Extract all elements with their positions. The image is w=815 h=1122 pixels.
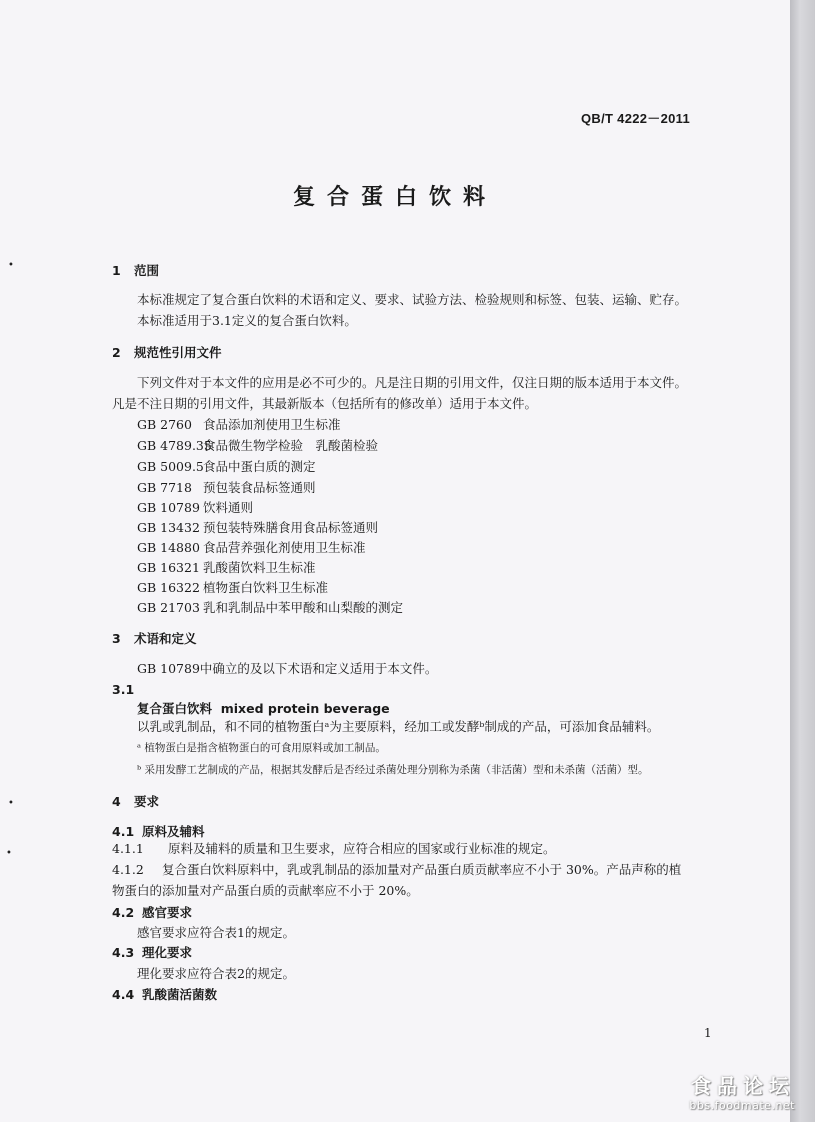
- scan-speck: •: [8, 260, 14, 271]
- ref-title: 食品中蛋白质的测定: [203, 459, 316, 474]
- subsection-4-2-heading: [112, 905, 192, 921]
- paragraph: 理化要求应符合表2的规定。: [137, 966, 295, 981]
- ref-code: GB 2760: [137, 417, 192, 432]
- reference-item: [137, 480, 316, 496]
- term-definition: 以乳或乳制品，和不同的植物蛋白ᵃ为主要原料，经加工或发酵ᵇ制成的产品，可添加食品辅料。: [137, 719, 660, 734]
- subsection-number: 4.4: [112, 987, 135, 1002]
- clause-4-1-2: [112, 862, 681, 878]
- ref-code: GB 7718: [137, 480, 192, 495]
- ref-title: 植物蛋白饮料卫生标准: [203, 580, 329, 595]
- reference-item: [137, 520, 378, 536]
- term-chinese: 复合蛋白饮料: [137, 701, 213, 716]
- subsection-number: 3.1: [112, 682, 135, 697]
- reference-item: [137, 500, 253, 516]
- section-number: 2: [112, 345, 121, 360]
- paragraph: GB 10789中确立的及以下术语和定义适用于本文件。: [137, 661, 438, 676]
- ref-code: GB 16322: [137, 580, 200, 595]
- ref-code: GB 4789.35: [137, 438, 212, 453]
- ref-code: GB 14880: [137, 540, 200, 555]
- reference-item: [137, 540, 366, 556]
- section-title: 要求: [134, 794, 160, 809]
- ref-title: 食品营养强化剂使用卫生标准: [203, 540, 366, 555]
- subsection-number: 4.2: [112, 905, 135, 920]
- section-3-heading: [112, 631, 197, 647]
- scan-speck: •: [8, 798, 14, 809]
- section-1-heading: [112, 263, 159, 279]
- reference-item: [137, 459, 316, 475]
- subsection-4-3-heading: [112, 945, 192, 961]
- clause-text-continued: 物蛋白的添加量对产品蛋白质的贡献率应不小于 20%。: [112, 883, 419, 898]
- section-title: 规范性引用文件: [134, 345, 222, 360]
- subsection-number: 4.1: [112, 824, 135, 839]
- page-number: 1: [704, 1026, 712, 1040]
- subsection-title: 感官要求: [142, 905, 193, 920]
- section-title: 术语和定义: [134, 631, 197, 646]
- watermark-url: bbs.foodmate.net: [689, 1099, 795, 1112]
- document-title: 复合蛋白饮料: [292, 185, 497, 210]
- ref-code: GB 10789: [137, 500, 200, 515]
- section-title: 范围: [134, 263, 160, 278]
- ref-title: 食品微生物学检验 乳酸菌检验: [203, 438, 379, 453]
- ref-code: GB 5009.5: [137, 459, 204, 474]
- reference-item: [137, 600, 403, 616]
- paragraph: 下列文件对于本文件的应用是必不可少的。凡是注日期的引用文件，仅注日期的版本适用于本文件。: [137, 375, 688, 390]
- clause-text: 原料及辅料的质量和卫生要求，应符合相应的国家或行业标准的规定。: [168, 841, 556, 856]
- subsection-number: 4.3: [112, 945, 135, 960]
- ref-code: GB 16321: [137, 560, 200, 575]
- reference-item: [137, 417, 341, 433]
- reference-item: [137, 580, 328, 596]
- site-watermark: [689, 1070, 795, 1112]
- footnote-a: ᵃ 植物蛋白是指含植物蛋白的可食用原料或加工制品。: [137, 742, 386, 754]
- ref-title: 饮料通则: [203, 500, 254, 515]
- reference-item: [137, 560, 316, 576]
- section-4-heading: [112, 794, 159, 810]
- clause-text: 复合蛋白饮料原料中，乳或乳制品的添加量对产品蛋白质贡献率应不小于 30%。产品声称的植: [162, 862, 682, 877]
- ref-code: GB 21703: [137, 600, 200, 615]
- ref-title: 乳酸菌饮料卫生标准: [203, 560, 316, 575]
- paragraph: 本标准适用于3.1定义的复合蛋白饮料。: [137, 313, 357, 328]
- reference-item: [137, 438, 378, 454]
- ref-title: 食品添加剂使用卫生标准: [203, 417, 341, 432]
- clause-4-1-1: [112, 841, 556, 857]
- subsection-4-1-heading: [112, 824, 205, 840]
- term-entry: [137, 701, 390, 717]
- watermark-name: 食品论坛: [691, 1074, 795, 1098]
- subsection-title: 理化要求: [142, 945, 193, 960]
- paragraph: 本标准规定了复合蛋白饮料的术语和定义、要求、试验方法、检验规则和标签、包装、运输、贮存。: [137, 292, 688, 307]
- scan-page-edge: [790, 0, 815, 1122]
- ref-title: 乳和乳制品中苯甲酸和山梨酸的测定: [203, 600, 404, 615]
- subsection-4-4-heading: [112, 987, 217, 1003]
- subsection-title: 原料及辅料: [142, 824, 205, 839]
- subsection-title: 乳酸菌活菌数: [142, 987, 218, 1002]
- ref-title: 预包装食品标签通则: [203, 480, 316, 495]
- clause-number: 4.1.2: [112, 862, 144, 877]
- clause-number: 4.1.1: [112, 841, 144, 856]
- ref-code: GB 13432: [137, 520, 200, 535]
- section-2-heading: [112, 345, 222, 361]
- paragraph: 感官要求应符合表1的规定。: [137, 925, 295, 940]
- ref-title: 预包装特殊膳食用食品标签通则: [203, 520, 379, 535]
- footnote-b: ᵇ 采用发酵工艺制成的产品，根据其发酵后是否经过杀菌处理分别称为杀菌（非活菌）型和未杀菌（活菌）型。: [137, 764, 649, 776]
- scan-speck: •: [6, 848, 12, 859]
- section-number: 1: [112, 263, 121, 278]
- section-number: 3: [112, 631, 121, 646]
- term-english: mixed protein beverage: [220, 701, 390, 716]
- standard-number: QB/T 4222－2011: [581, 111, 690, 126]
- paragraph: 凡是不注日期的引用文件，其最新版本（包括所有的修改单）适用于本文件。: [112, 396, 538, 411]
- section-number: 4: [112, 794, 121, 809]
